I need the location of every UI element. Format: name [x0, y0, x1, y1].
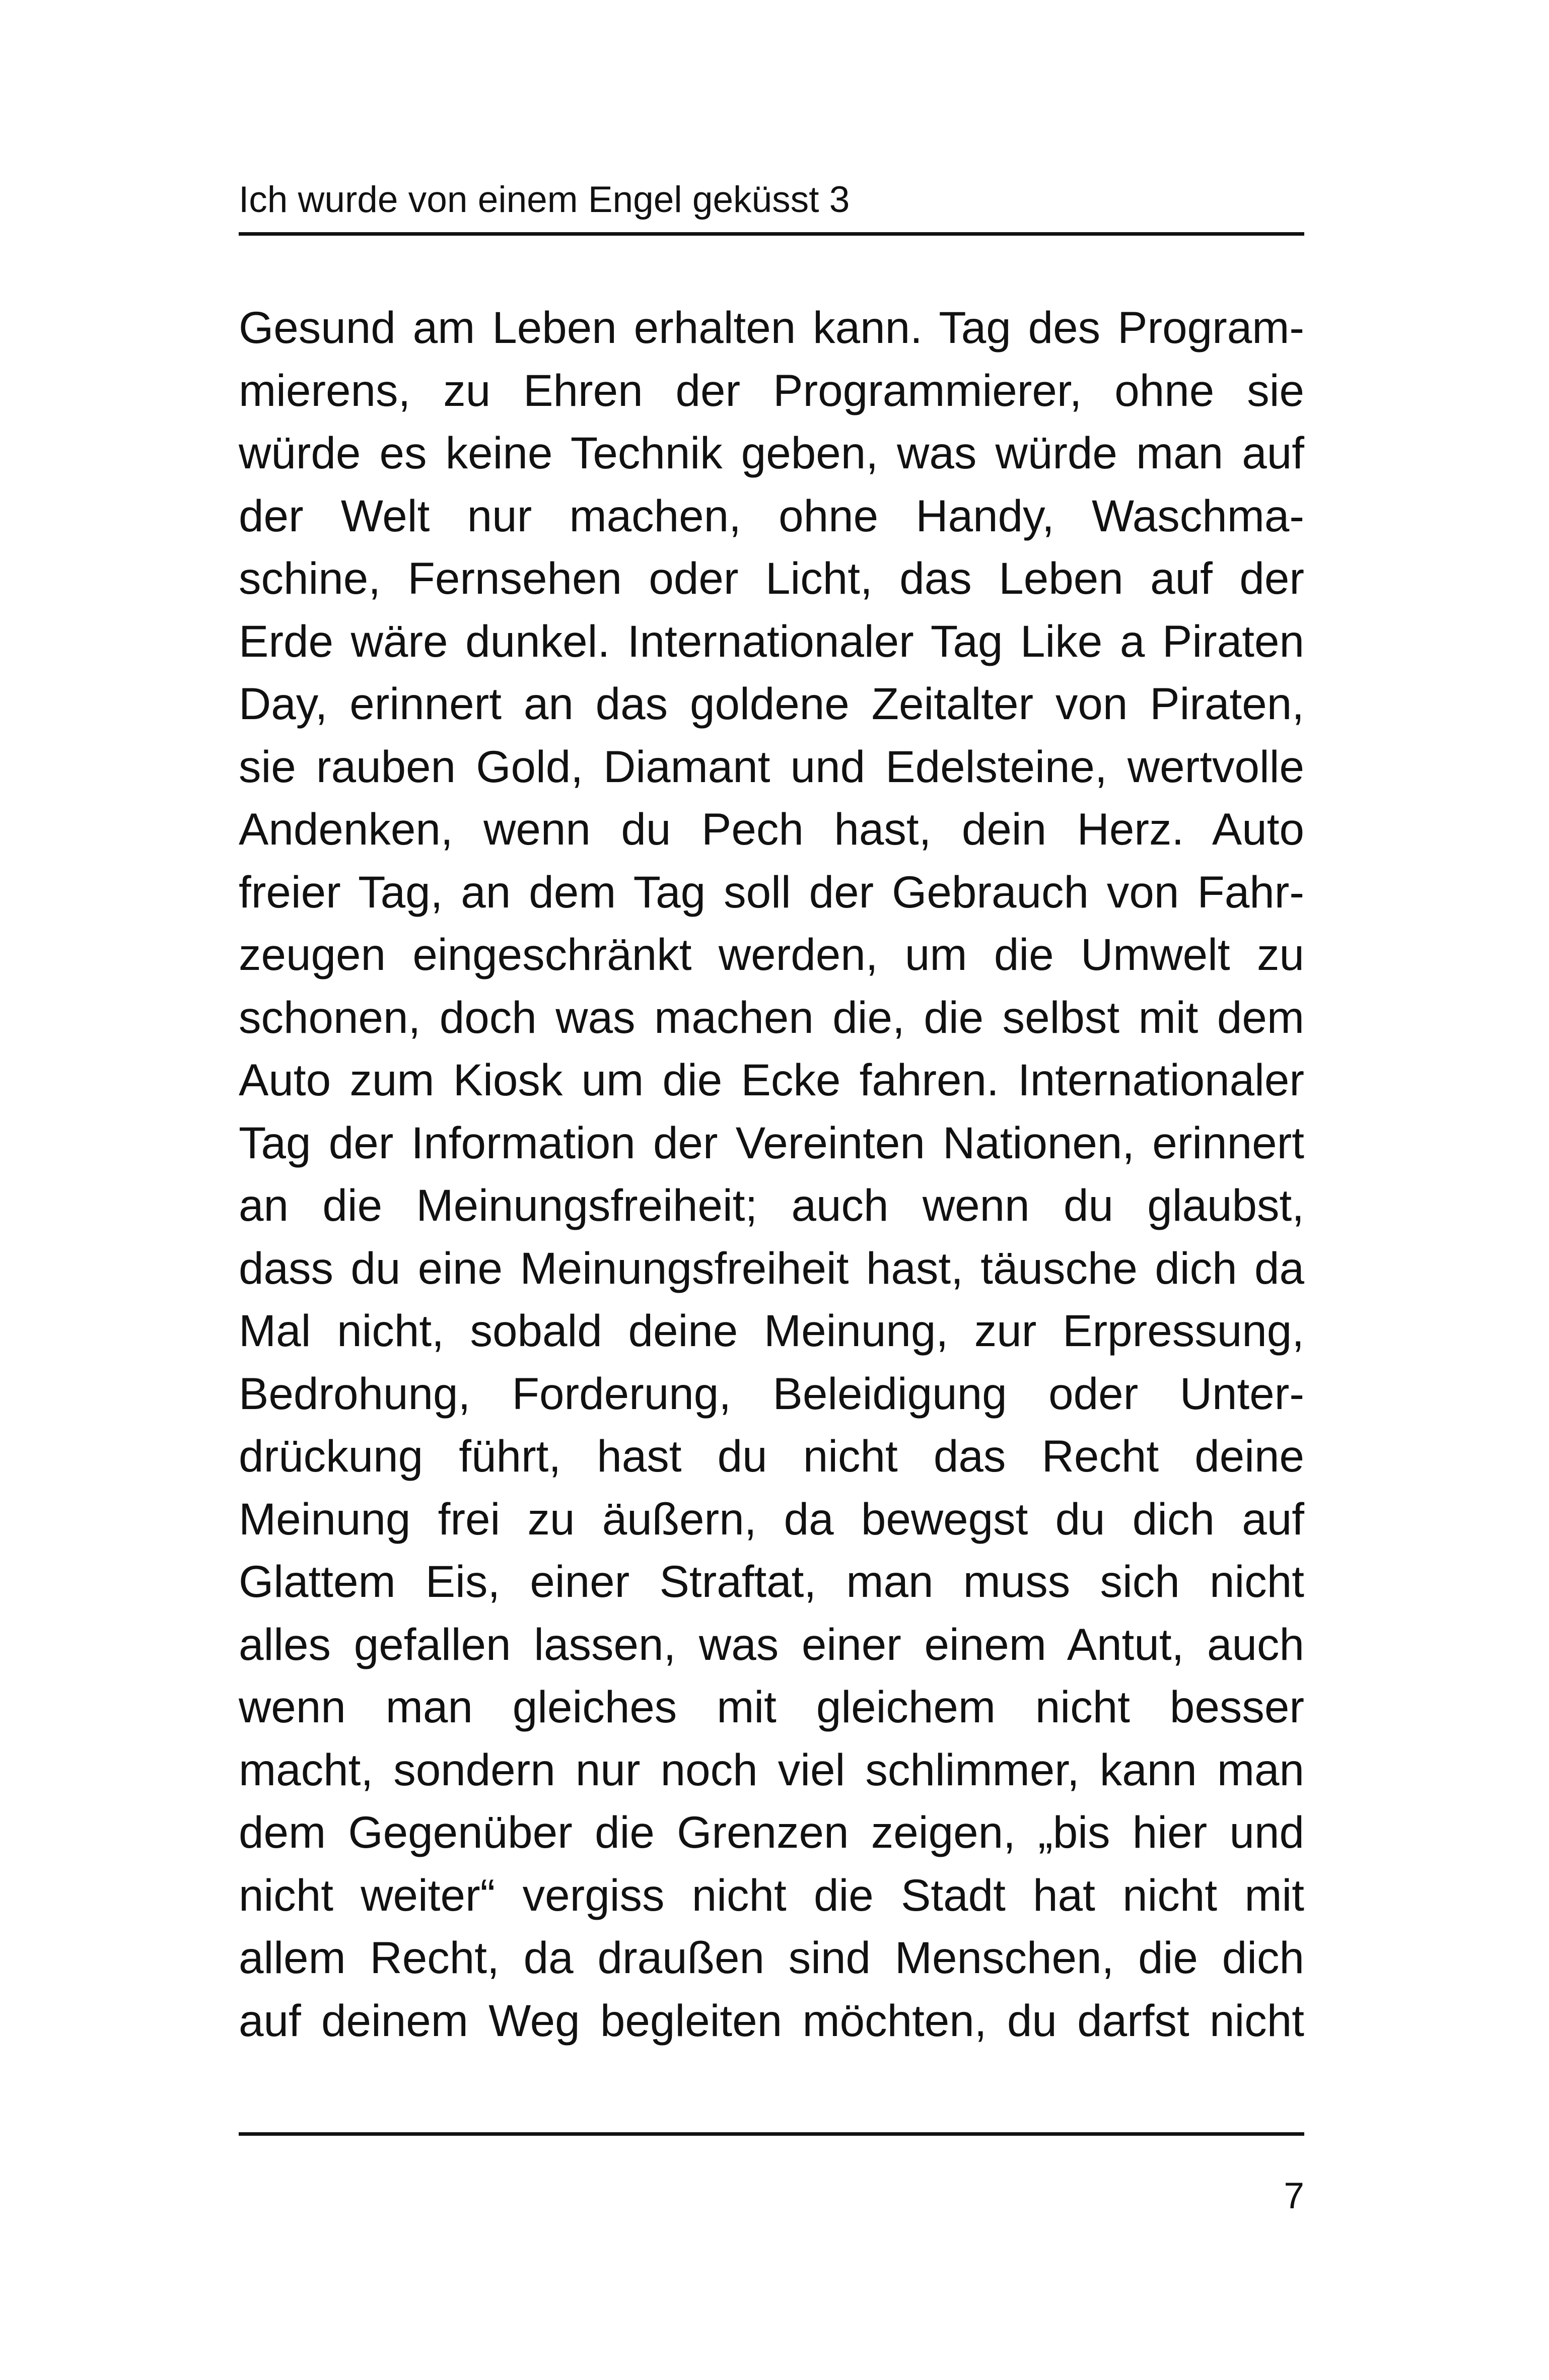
body-line: Andenken, wenn du Pech hast, dein Herz. Auto: [239, 804, 1304, 854]
running-header-title: Ich wurde von einem Engel geküsst 3: [239, 179, 850, 220]
body-line: freier Tag, an dem Tag soll der Gebrauch von Fahr-: [239, 866, 1304, 917]
body-line: Erde wäre dunkel. Internationaler Tag Like a Piraten: [239, 615, 1304, 666]
body-line: Tag der Information der Vereinten Nationen, erinnert: [239, 1117, 1304, 1168]
body-line: allem Recht, da draußen sind Menschen, die dich: [239, 1932, 1304, 1983]
page-number: 7: [1284, 2176, 1304, 2216]
body-line: wenn man gleiches mit gleichem nicht besser: [239, 1682, 1304, 1732]
body-line: der Welt nur machen, ohne Handy, Waschma-: [239, 490, 1304, 541]
body-line: schine, Fernsehen oder Licht, das Leben auf der: [239, 553, 1304, 603]
body-line: Gesund am Leben erhalten kann. Tag des Program-: [239, 302, 1304, 353]
body-line: dass du eine Meinungsfreiheit hast, täusche dich da: [239, 1242, 1304, 1293]
body-line: nicht weiter“ vergiss nicht die Stadt hat nicht mit: [239, 1869, 1304, 1920]
body-line: schonen, doch was machen die, die selbst mit dem: [239, 992, 1304, 1042]
body-line: alles gefallen lassen, was einer einem Antut, auch: [239, 1619, 1304, 1669]
body-line: an die Meinungsfreiheit; auch wenn du glaubst,: [239, 1180, 1304, 1230]
body-line: würde es keine Technik geben, was würde man auf: [239, 428, 1304, 478]
body-line: zeugen eingeschränkt werden, um die Umwelt zu: [239, 929, 1304, 979]
body-line: sie rauben Gold, Diamant und Edelsteine, wertvolle: [239, 741, 1304, 792]
body-line: drückung führt, hast du nicht das Recht deine: [239, 1431, 1304, 1481]
footer-rule: [239, 2132, 1304, 2136]
body-text: [239, 296, 1304, 2052]
body-line: Glattem Eis, einer Straftat, man muss sich nicht: [239, 1556, 1304, 1606]
body-line: Day, erinnert an das goldene Zeitalter von Piraten,: [239, 678, 1304, 729]
body-line: Meinung frei zu äußern, da bewegst du dich auf: [239, 1493, 1304, 1544]
body-line: Auto zum Kiosk um die Ecke fahren. Internationaler: [239, 1055, 1304, 1105]
body-line: Mal nicht, sobald deine Meinung, zur Erpressung,: [239, 1305, 1304, 1356]
body-line: macht, sondern nur noch viel schlimmer, kann man: [239, 1744, 1304, 1795]
body-line: dem Gegenüber die Grenzen zeigen, „bis hier und: [239, 1807, 1304, 1857]
header-rule: [239, 232, 1304, 236]
body-line: Bedrohung, Forderung, Beleidigung oder Unter-: [239, 1368, 1304, 1419]
body-line: mierens, zu Ehren der Programmierer, ohne sie: [239, 365, 1304, 415]
body-line: auf deinem Weg begleiten möchten, du darfst nicht: [239, 1995, 1304, 2046]
